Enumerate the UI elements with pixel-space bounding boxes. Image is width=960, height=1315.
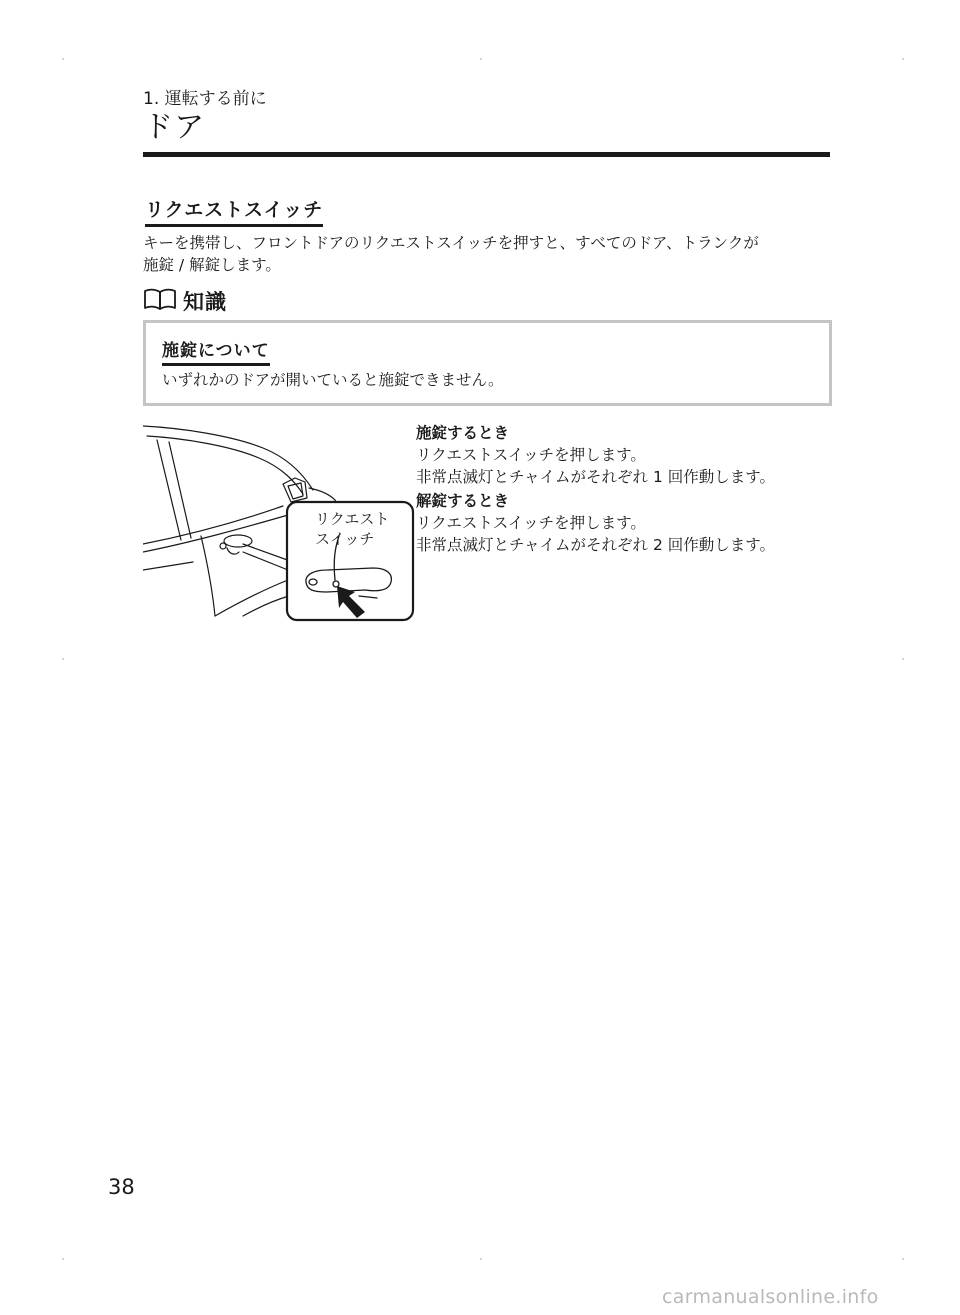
note-box	[143, 320, 832, 406]
note-body: いずれかのドアが開いていると施錠できません。	[162, 371, 504, 389]
section-body-line: キーを携帯し、フロントドアのリクエストスイッチを押すと、すべてのドア、トランクが	[143, 234, 759, 252]
section-heading: リクエストスイッチ	[145, 197, 323, 227]
knowledge-header	[143, 286, 227, 316]
title-rule	[143, 152, 830, 157]
callout-label-line2: スイッチ	[315, 530, 375, 548]
unlock-line: 非常点滅灯とチャイムがそれぞれ 2 回作動します。	[416, 536, 776, 554]
note-title: 施錠について	[162, 340, 270, 366]
open-book-icon	[143, 287, 177, 315]
page-title: ドア	[143, 110, 207, 145]
unlock-instructions	[416, 490, 836, 556]
page-number: 38	[108, 1175, 135, 1199]
section-body	[143, 232, 833, 276]
unlock-heading: 解錠するとき	[416, 492, 510, 510]
watermark: carmanualsonline.info	[662, 1286, 879, 1308]
unlock-line: リクエストスイッチを押します。	[416, 514, 646, 532]
lock-heading: 施錠するとき	[416, 424, 510, 442]
knowledge-label: 知識	[183, 290, 227, 314]
lock-line: リクエストスイッチを押します。	[416, 446, 646, 464]
lock-instructions	[416, 422, 836, 488]
callout-label-line1: リクエスト	[315, 510, 390, 528]
section-body-line: 施錠 / 解錠します。	[143, 256, 281, 274]
door-handle-illustration	[143, 420, 418, 625]
lock-line: 非常点滅灯とチャイムがそれぞれ 1 回作動します。	[416, 468, 776, 486]
chapter-label: 1. 運転する前に	[143, 89, 267, 109]
